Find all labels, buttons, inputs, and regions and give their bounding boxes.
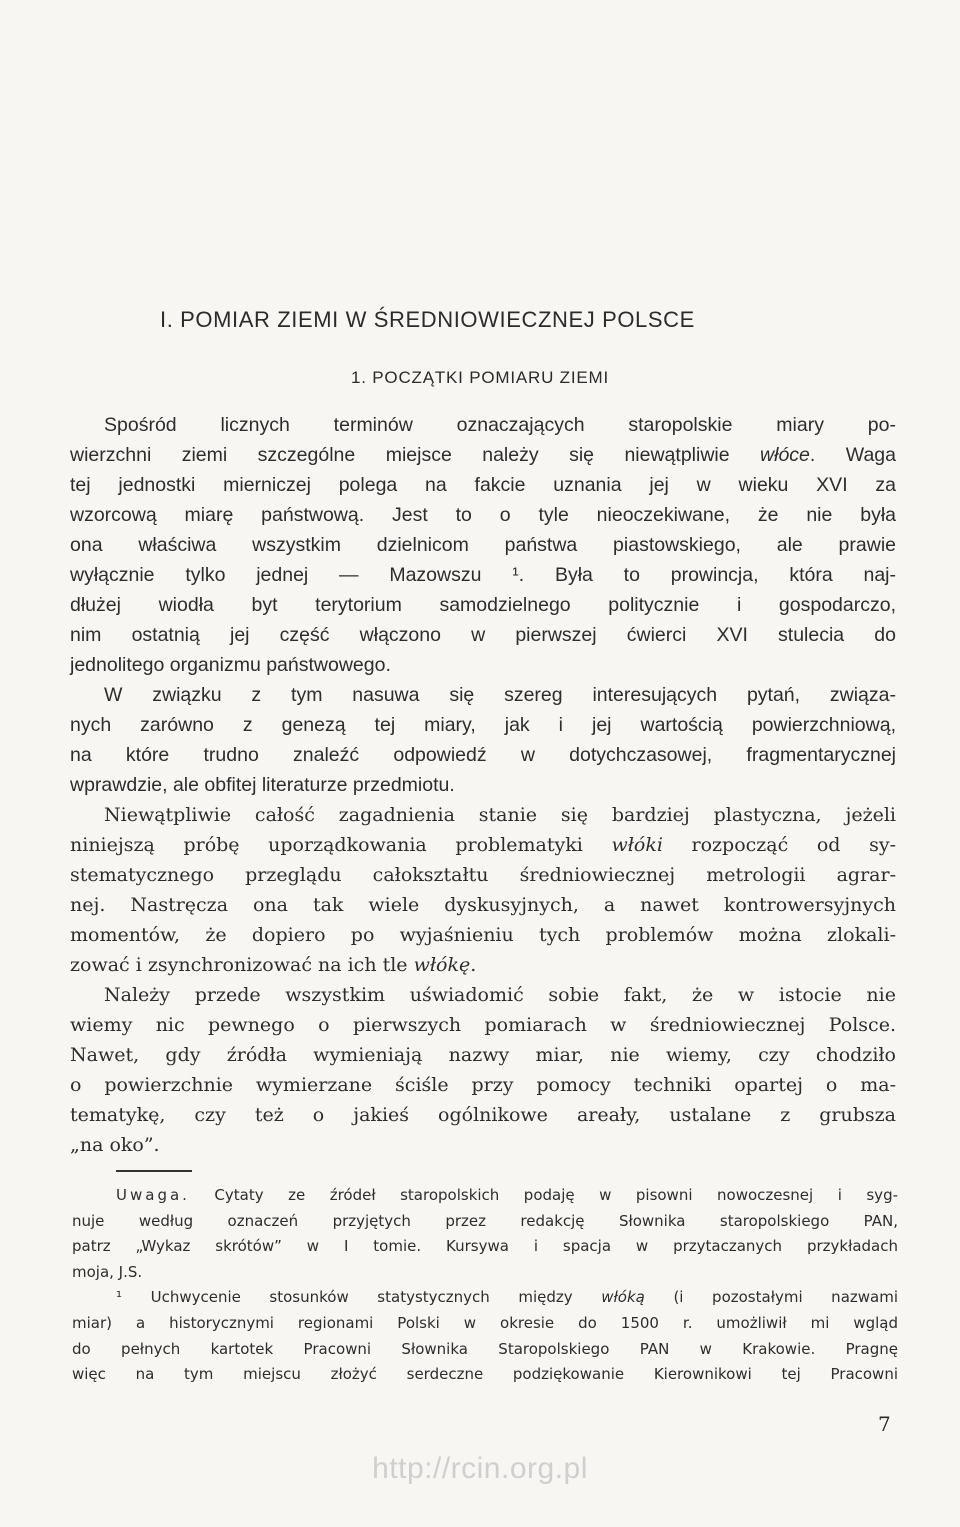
footnote-line: Uwaga. Cytaty ze źródeł staropolskich podaję w pisowni nowoczesnej i syg-: [116, 1186, 898, 1204]
italic-term: włóce: [760, 444, 810, 466]
footnote-line: ¹ Uchwycenie stosunków statystycznych między włóką (i pozostałymi nazwami: [116, 1288, 898, 1307]
italic-term: włóki: [611, 834, 663, 856]
text-line: Niewątpliwie całość zagadnienia stanie się bardziej plastyczna, jeżeli: [104, 804, 896, 826]
footnote-line: do pełnych kartotek Pracowni Słownika Staropolskiego PAN w Krakowie. Pragnę: [72, 1339, 898, 1358]
text-line: dłużej wiodła byt terytorium samodzielnego politycznie i gospodarczo,: [70, 594, 896, 616]
text-line: wiemy nic pewnego o pierwszych pomiarach w średniowiecznej Polsce.: [70, 1014, 896, 1036]
main-text: [70, 410, 896, 1160]
text-line: nych zarówno z genezą tej miary, jak i jej wartością powierzchniową,: [70, 714, 896, 736]
text-line: Spośród licznych terminów oznaczających staropolskie miary po-: [104, 414, 896, 436]
footnote-line: więc na tym miejscu złożyć serdeczne podziękowanie Kierownikowi tej Pracowni: [72, 1365, 898, 1384]
chapter-title: I. POMIAR ZIEMI W ŚREDNIOWIECZNEJ POLSCE: [160, 307, 695, 332]
text-line: stematycznego przeglądu całokształtu średniowiecznej metrologii agrar-: [70, 864, 896, 886]
text-line: Należy przede wszystkim uświadomić sobie fakt, że w istocie nie: [104, 984, 896, 1006]
text-line: „na oko”.: [70, 1134, 160, 1156]
text-line: ona właściwa wszystkim dzielnicom państwa piastowskiego, ale prawie: [70, 534, 896, 556]
text-line: wyłącznie tylko jednej — Mazowszu ¹. Była to prowincja, która naj-: [70, 564, 896, 586]
text-line: wprawdzie, ale obfitej literaturze przedmiotu.: [70, 774, 455, 796]
text-line: tej jednostki mierniczej polega na fakcie uznania jej w wieku XVI za: [70, 474, 896, 496]
text-line: W związku z tym nasuwa się szereg interesujących pytań, związa-: [104, 684, 896, 706]
text-line: niniejszą próbę uporządkowania problematyki włóki rozpocząć od sy-: [70, 834, 896, 856]
italic-term: włókę: [413, 954, 471, 976]
footnote-line: moja, J.S.: [72, 1262, 143, 1281]
footnote-line: nuje według oznaczeń przyjętych przez redakcję Słownika staropolskiego PAN,: [72, 1211, 898, 1230]
text-line: momentów, że dopiero po wyjaśnieniu tych problemów można zlokali-: [70, 924, 896, 946]
footnote-divider: [116, 1170, 192, 1172]
page-number: 7: [878, 1412, 891, 1436]
footnote-line: patrz „Wykaz skrótów” w I tomie. Kursywa i spacja w przytaczanych przykładach: [72, 1237, 898, 1256]
text-line: wierzchni ziemi szczególne miejsce należy się niewątpliwie włóce. Waga: [70, 444, 896, 466]
footnote-line: miar) a historycznymi regionami Polski w okresie do 1500 r. umożliwił mi wgląd: [72, 1313, 898, 1332]
watermark: http://rcin.org.pl: [372, 1452, 588, 1485]
serif-paragraph: [70, 800, 896, 1160]
text-line: nej. Nastręcza ona tak wiele dyskusyjnych, a nawet kontrowersyjnych: [70, 894, 896, 916]
text-line: na które trudno znaleźć odpowiedź w dotychczasowej, fragmentarycznej: [70, 744, 896, 766]
text-line: nim ostatnią jej część włączono w pierwszej ćwierci XVI stulecia do: [70, 624, 896, 646]
text-line: o powierzchnie wymierzane ściśle przy pomocy techniki opartej o ma-: [70, 1074, 896, 1096]
text-line: Nawet, gdy źródła wymieniają nazwy miar, nie wiemy, czy chodziło: [70, 1044, 896, 1066]
text-line: wzorcową miarę państwową. Jest to o tyle nieoczekiwane, że nie była: [70, 504, 896, 526]
text-line: tematykę, czy też o jakieś ogólnikowe areały, ustalane z grubsza: [70, 1104, 896, 1126]
italic-term: włóką: [601, 1288, 645, 1307]
section-title: 1. POCZĄTKI POMIARU ZIEMI: [350, 368, 610, 387]
note-label: Uwaga.: [116, 1186, 190, 1204]
footnotes: [72, 1183, 898, 1388]
text-line: jednolitego organizmu państwowego.: [70, 654, 391, 676]
text-line: zować i zsynchronizować na ich tle włókę.: [70, 954, 477, 976]
